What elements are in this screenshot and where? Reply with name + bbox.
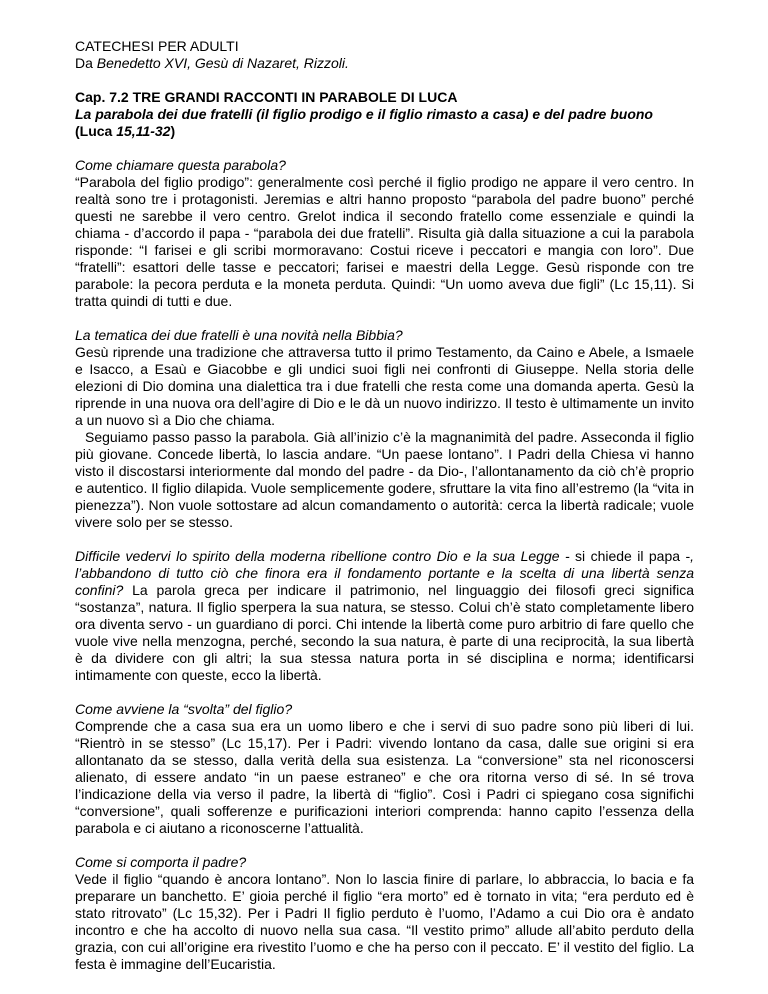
section-question: Come si comporta il padre? [75, 854, 247, 870]
section-question-part1: Difficile vedervi lo spirito della moderna ribellione contro Dio e la sua Legge - [75, 548, 576, 564]
section-5 [75, 854, 694, 973]
header-source [75, 55, 694, 72]
section-body: Gesù riprende una tradizione che attraversa tutto il primo Testamento, da Caino e Abele, a Ismaele e Isacco, a Esaù e Giacobbe e gli undici suoi figli nei confronti di Giuseppe. Nella storia delle elezioni di Dio domina una dialettica tra i due fratelli che resta come una domanda aperta. Gesù la riprende in una nuova ora dell’agire di Dio e le dà un nuovo indirizzo. Il testo è ultimamente un invito a un nuovo sì a Dio che chiama. [75, 344, 694, 428]
section-3 [75, 548, 694, 684]
section-1 [75, 157, 694, 310]
header-title: CATECHESI PER ADULTI [75, 38, 239, 54]
header-source-prefix: Da [75, 55, 97, 71]
header-source-title: Benedetto XVI, Gesù di Nazaret, Rizzoli. [96, 55, 349, 71]
chapter-ref-suffix: ) [170, 123, 176, 139]
section-question-part3: , l’abbandono di tutto ciò che finora era il fondamento portante e la scelta di una libertà senza confini? [75, 548, 695, 598]
section-body: Comprende che a casa sua era un uomo libero e che i servi di suo padre sono più liberi di lui. “Rientrò in se stesso” (Lc 15,17). Per i Padri: vivendo lontano da casa, dalle sue origini si era allontanato da se stesso, dalla verità della sua esistenza. La “conversione” sta nel riconoscersi alienato, di essere andato “in un paese estraneo” e che ora ritorna verso di sé. In sé trova l’indicazione della via verso il padre, la libertà di “figlio”. Così i Padri ci spiegano cosa significhi “conversione”, quali sofferenze e purificazioni interiori comprenda: hanno capito l’essenza della parabola e ci aiutano a riconoscerne l’attualità. [75, 718, 694, 836]
section-question: Come avviene la “svolta” del figlio? [75, 701, 293, 717]
section-body: Vede il figlio “quando è ancora lontano”. Non lo lascia finire di parlare, lo abbraccia, lo bacia e fa preparare un banchetto. E’ gioia perché il figlio “era morto” ed è tornato in vita; “era perduto ed è stato ritrovato” (Lc 15,32). Per i Padri Il figlio perduto è l’uomo, l’Adamo a cui Dio ora è andato incontro e che ha accolto di nuovo nella sua casa. “Il vestito primo” allude all’abito perduto della grazia, con cui all’origine era rivestito l’uomo e che ha perso con il peccato. E’ il vestito del figlio. La festa è immagine dell’Eucaristia. [75, 871, 694, 972]
section-question: La tematica dei due fratelli è una novità nella Bibbia? [75, 327, 403, 343]
section-4 [75, 701, 694, 837]
section-question-aside: si chiede il papa - [575, 548, 691, 564]
chapter-subtitle-text: La parabola dei due fratelli (il figlio prodigo e il figlio rimasto a casa) e del padre buono [75, 106, 653, 122]
section-body-text: La parola greca per indicare il patrimonio, nel linguaggio dei filosofi greci significa “sostanza”, natura. Il figlio sperpera la sua natura, se stesso. Colui ch’è stato completamente libero ora diventa servo - un guardiano di porci. Chi intende la libertà come puro arbitrio di fare quello che vuole vive nella menzogna, perché, secondo la sua natura, è parte di una reciprocità, la sua libertà è da dividere con gli altri; la sua stessa natura porta in sé disciplina e norma; identificarsi intimamente con queste, ecco la libertà. [75, 582, 694, 683]
section-2 [75, 327, 694, 531]
chapter-ref-prefix: (Luca [75, 123, 117, 139]
section-question: Come chiamare questa parabola? [75, 157, 286, 173]
section-body-continued: Seguiamo passo passo la parabola. Già all’inizio c’è la magnanimità del padre. Asseconda il figlio più giovane. Concede libertà, lo lascia andare. “Un paese lontano”. I Padri della Chiesa vi hanno visto il discostarsi interiormente dal mondo del padre - da Dio-, l’allontanamento da ciò ch’è proprio e autentico. Il figlio dilapida. Vuole semplicemente godere, sfruttare la vita fino all’estremo (la “vita in pienezza”). Non vuole sottostare ad alcun comandamento o autorità: cerca la libertà radicale; vuole vivere solo per se stesso. [75, 429, 694, 530]
chapter-subtitle [75, 106, 694, 140]
document-header [75, 38, 694, 72]
chapter-ref: 15,11-32 [116, 123, 171, 139]
chapter-title: Cap. 7.2 TRE GRANDI RACCONTI IN PARABOLE DI LUCA [75, 89, 458, 105]
section-body: “Parabola del figlio prodigo”: generalmente così perché il figlio prodigo ne appare il vero centro. In realtà sono tre i protagonisti. Jeremias e altri hanno proposto “parabola del padre buono” perché questi ne sarebbe il vero centro. Grelot indica il secondo fratello come essenziale e quindi la chiama - d’accordo il papa - “parabola dei due fratelli”. Risulta già dalla situazione a cui la parabola risponde: “I farisei e gli scribi mormoravano: Costui riceve i peccatori e mangia con loro”. Due “fratelli”: esattori delle tasse e peccatori; farisei e maestri della Legge. Gesù risponde con tre parabole: la pecora perduta e la moneta perduta. Quindi: “Un uomo aveva due figli” (Lc 15,11). Si tratta quindi di tutti e due. [75, 174, 694, 309]
section-body [75, 548, 694, 684]
